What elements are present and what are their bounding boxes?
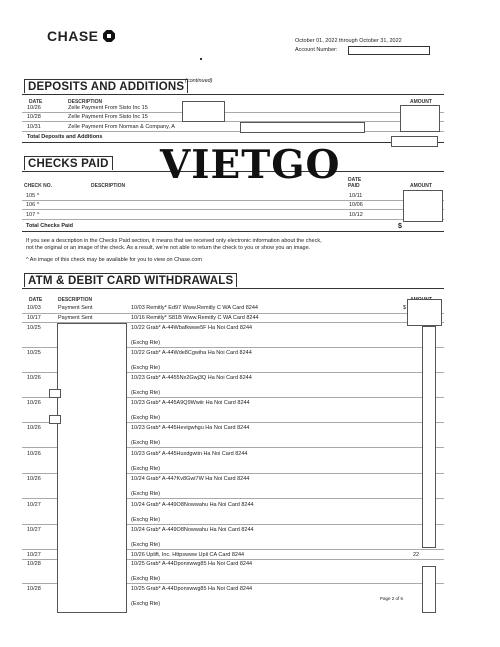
atm-row-exchg: (Exchg Rte) [131,466,161,472]
atm-row-date: 10/28 [27,561,41,567]
atm-title: ATM & DEBIT CARD WITHDRAWALS [24,273,237,287]
page-number: Page 2 of 6 [380,596,404,601]
atm-row-desc: 10/22 Grab* A-44Wde8Cgwiha Ha Noi Card 8244 [131,350,252,356]
redacted-amount-column [422,326,436,548]
atm-row-date: 10/25 [27,350,41,356]
checks-total-currency: $ [398,223,402,230]
deposits-total-label: Total Deposits and Additions [27,134,103,140]
redacted-amount [240,122,365,133]
deposits-col-desc: DESCRIPTION [68,99,103,105]
atm-row-date: 10/26 [27,476,41,482]
atm-row-desc: 10/26 Uplift, Inc. Httpswww Upli CA Card 8244 [131,552,245,558]
redacted-mark [49,389,61,398]
deposit-row-3-date: 10/31 [27,124,41,130]
checks-note-line-3: ^ An image of this check may be available for you to view on Chase.com [26,257,202,263]
atm-row-label: Payment Sent [58,315,93,321]
deposit-row-divider [22,112,444,113]
check-row-2-date: 10/06 [349,202,363,208]
deposits-col-date: DATE [29,99,43,105]
atm-row-date: 10/26 [27,400,41,406]
atm-row-exchg: (Exchg Rte) [131,517,161,523]
check-row-2-number: 106 ^ [26,202,40,208]
deposits-rule [22,94,444,95]
atm-row-desc: 10/03 Remitly* Ed97 Www.Remitly C WA Card 8244 [131,305,258,311]
redacted-amount [407,299,442,326]
checks-col-desc: DESCRIPTION [91,183,126,189]
atm-row-exchg: (Exchg Rte) [131,601,161,607]
atm-row-exchg: (Exchg Rte) [131,365,161,371]
atm-rule [22,288,444,289]
atm-row-date: 10/27 [27,502,41,508]
atm-row-amount: 22 [413,552,420,558]
redacted-label-column [57,323,127,613]
atm-row-desc: 10/23 Grab* A-4455Nx2Gwj3Q Ha Noi Card 8244 [131,375,252,381]
checks-total-rule [22,231,444,232]
deposit-row-1-desc: Zelle Payment From Sisto Inc 15 [68,105,148,111]
atm-col-date: DATE [29,297,43,303]
atm-row-date: 10/27 [27,527,41,533]
atm-row-desc: 10/24 Grab* A-449O8Nowwahu Ha Noi Card 8244 [131,527,254,533]
check-row-divider [22,209,444,210]
account-number-redacted [348,46,430,55]
atm-row-desc: 10/23 Grab* A-445Huxdgwiin Ha Noi Card 8244 [131,451,248,457]
redacted-amount [391,136,438,147]
checks-col-date: DATE [348,177,362,183]
atm-row-date: 10/27 [27,552,41,558]
check-row-divider [22,219,444,220]
redacted-amount [403,190,443,222]
checks-title: CHECKS PAID [24,156,113,170]
check-row-divider [22,200,444,201]
atm-row-date: 10/26 [27,375,41,381]
atm-row-desc: 10/23 Grab* A-445A9Q9Wwiir Ha Noi Card 8244 [131,400,250,406]
deposit-row-1-date: 10/26 [27,105,41,111]
atm-row-desc: 10/25 Grab* A-44Dponxwwg85 Ha Noi Card 8244 [131,586,253,592]
deposit-row-divider [22,131,444,132]
check-row-3-date: 10/12 [349,212,363,218]
checks-col-check: CHECK NO. [24,183,53,189]
atm-row-desc: 10/24 Grab* A-447Kv8Gwi7W Ha Noi Card 8244 [131,476,250,482]
check-row-3-number: 107 ^ [26,212,40,218]
atm-row-date: 10/26 [27,425,41,431]
deposit-row-divider [22,121,444,122]
atm-row-date: 10/28 [27,586,41,592]
atm-row-exchg: (Exchg Rte) [131,440,161,446]
account-number-label: Account Number: [295,47,338,53]
checks-col-paid: PAID [348,183,360,189]
atm-row-label: Payment Sent [58,305,93,311]
atm-row-date: 10/25 [27,325,41,331]
check-row-1-number: 105 ^ [26,193,40,199]
checks-col-amount: AMOUNT [410,183,432,189]
redacted-mark [49,415,61,424]
octagon-logo-icon [103,30,115,42]
atm-row-desc: 10/24 Grab* A-449O8Nowwahu Ha Noi Card 8244 [131,502,254,508]
checks-total-label: Total Checks Paid [26,223,73,229]
chase-logo [47,28,115,44]
vietgo-watermark: VIETGO [160,142,341,188]
atm-row-desc: 10/25 Grab* A-44Dponxwwg85 Ha Noi Card 8244 [131,561,253,567]
atm-row-divider [22,313,444,314]
stray-mark [200,58,202,60]
atm-row-exchg: (Exchg Rte) [131,491,161,497]
atm-row-exchg: (Exchg Rte) [131,340,161,346]
atm-row-exchg: (Exchg Rte) [131,576,161,582]
atm-row-date: 10/03 [27,305,41,311]
check-row-1-date: 10/11 [349,193,363,199]
atm-row-date: 10/17 [27,315,41,321]
atm-row-desc: 10/16 Remitly* S81B Www.Remitly C WA Card 8244 [131,315,259,321]
atm-col-desc: DESCRIPTION [58,297,93,303]
redacted-amount [400,105,440,132]
deposits-title: DEPOSITS AND ADDITIONS [24,79,188,93]
deposit-row-2-date: 10/28 [27,114,41,120]
logo-text: CHASE [47,28,99,44]
deposit-row-2-desc: Zelle Payment From Sisto Inc 15 [68,114,148,120]
deposit-row-3-desc: Zelle Payment From Norman & Company, A [68,124,175,130]
atm-row-desc: 10/23 Grab* A-445Hevigwhgu Ha Noi Card 8244 [131,425,250,431]
atm-row-exchg: (Exchg Rte) [131,542,161,548]
checks-note-line-1: If you see a description in the Checks Paid section, it means that we received only electronic information about the check, [26,238,322,244]
atm-row-date: 10/26 [27,451,41,457]
atm-row-desc: 10/22 Grab* A-44Wbafkwwe5F Ha Noi Card 8244 [131,325,253,331]
deposits-col-amount: AMOUNT [410,99,432,105]
atm-row-amount: $ [403,305,407,311]
checks-note-line-2: not the original or an image of the check. As a result, we're not able to return the check to you or show you an image. [26,245,311,251]
redacted-amount-column [422,566,436,613]
deposits-continued: (continued) [185,78,213,84]
atm-row-exchg: (Exchg Rte) [131,390,161,396]
redacted-amount [182,101,225,122]
atm-row-exchg: (Exchg Rte) [131,415,161,421]
statement-period: October 01, 2022 through October 31, 2022 [295,38,402,44]
